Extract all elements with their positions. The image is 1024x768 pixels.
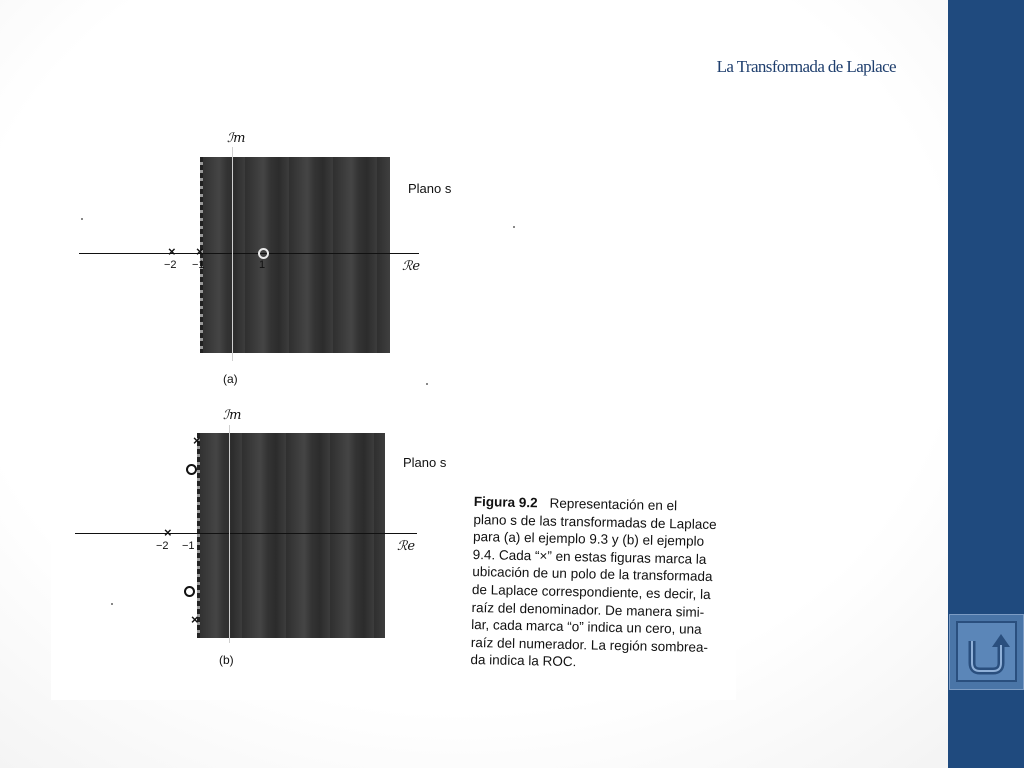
tick-1-a: 1: [259, 259, 266, 271]
caption-line: para (a) el ejemplo 9.3 y (b) el ejemplo: [472, 529, 705, 550]
tick-minus-2-b: −2: [156, 540, 169, 552]
roc-region-a: [201, 157, 390, 353]
caption-line: de Laplace correspondiente, es decir, la: [471, 581, 711, 602]
real-axis-label-a: ℛe: [402, 259, 421, 274]
part-label-b: (b): [219, 653, 234, 667]
caption-line: raíz del denominador. De manera simi-: [471, 599, 705, 620]
tick-minus-2-a: −2: [164, 259, 177, 271]
caption-line: raíz del numerador. La región sombrea-: [470, 634, 709, 655]
scan-speck: [111, 603, 113, 605]
imag-axis-label-b: ℐm: [223, 408, 242, 423]
caption-text: Representación en el: [549, 495, 678, 514]
scan-speck: [81, 218, 83, 220]
scan-speck: [513, 226, 515, 228]
scanned-figure: [51, 123, 736, 700]
imag-axis-b: [229, 425, 230, 643]
part-label-a: (a): [223, 372, 238, 386]
zero-marker: [258, 248, 269, 259]
scan-speck: [426, 383, 428, 385]
pole-marker: ×: [168, 244, 176, 259]
imag-axis-a: [232, 147, 233, 361]
real-axis-a: [79, 253, 419, 254]
roc-boundary-b: [197, 433, 200, 638]
pole-marker: ×: [191, 612, 199, 627]
return-button[interactable]: [949, 614, 1024, 690]
zero-marker: [184, 586, 195, 597]
pole-marker: ×: [193, 433, 201, 448]
real-axis-b: [75, 533, 417, 534]
tick-minus-1-b: −1: [182, 540, 195, 552]
slide-title: La Transformada de Laplace: [716, 57, 896, 76]
imag-axis-label-a: ℐm: [227, 131, 246, 146]
caption-line: plano s de las transformadas de Laplace: [473, 511, 717, 532]
roc-region-b: [198, 433, 385, 638]
real-axis-label-b: ℛe: [397, 539, 416, 554]
figure-number: Figura 9.2: [473, 493, 538, 511]
zero-marker: [186, 464, 197, 475]
pole-marker: ×: [164, 525, 172, 540]
tick-minus-1-a: −1: [192, 259, 205, 271]
u-turn-return-icon: [956, 621, 1017, 682]
caption-line: 9.4. Cada “×” en estas figuras marca la: [472, 546, 707, 567]
figure-caption: [470, 493, 724, 674]
plane-label-a: Plano s: [408, 181, 452, 196]
caption-line: da indica la ROC.: [470, 652, 577, 670]
caption-line: lar, cada marca “o” indica un cero, una: [471, 617, 702, 637]
pole-marker: ×: [196, 244, 204, 259]
caption-line: ubicación de un polo de la transformada: [472, 564, 713, 585]
plane-label-b: Plano s: [403, 455, 447, 470]
